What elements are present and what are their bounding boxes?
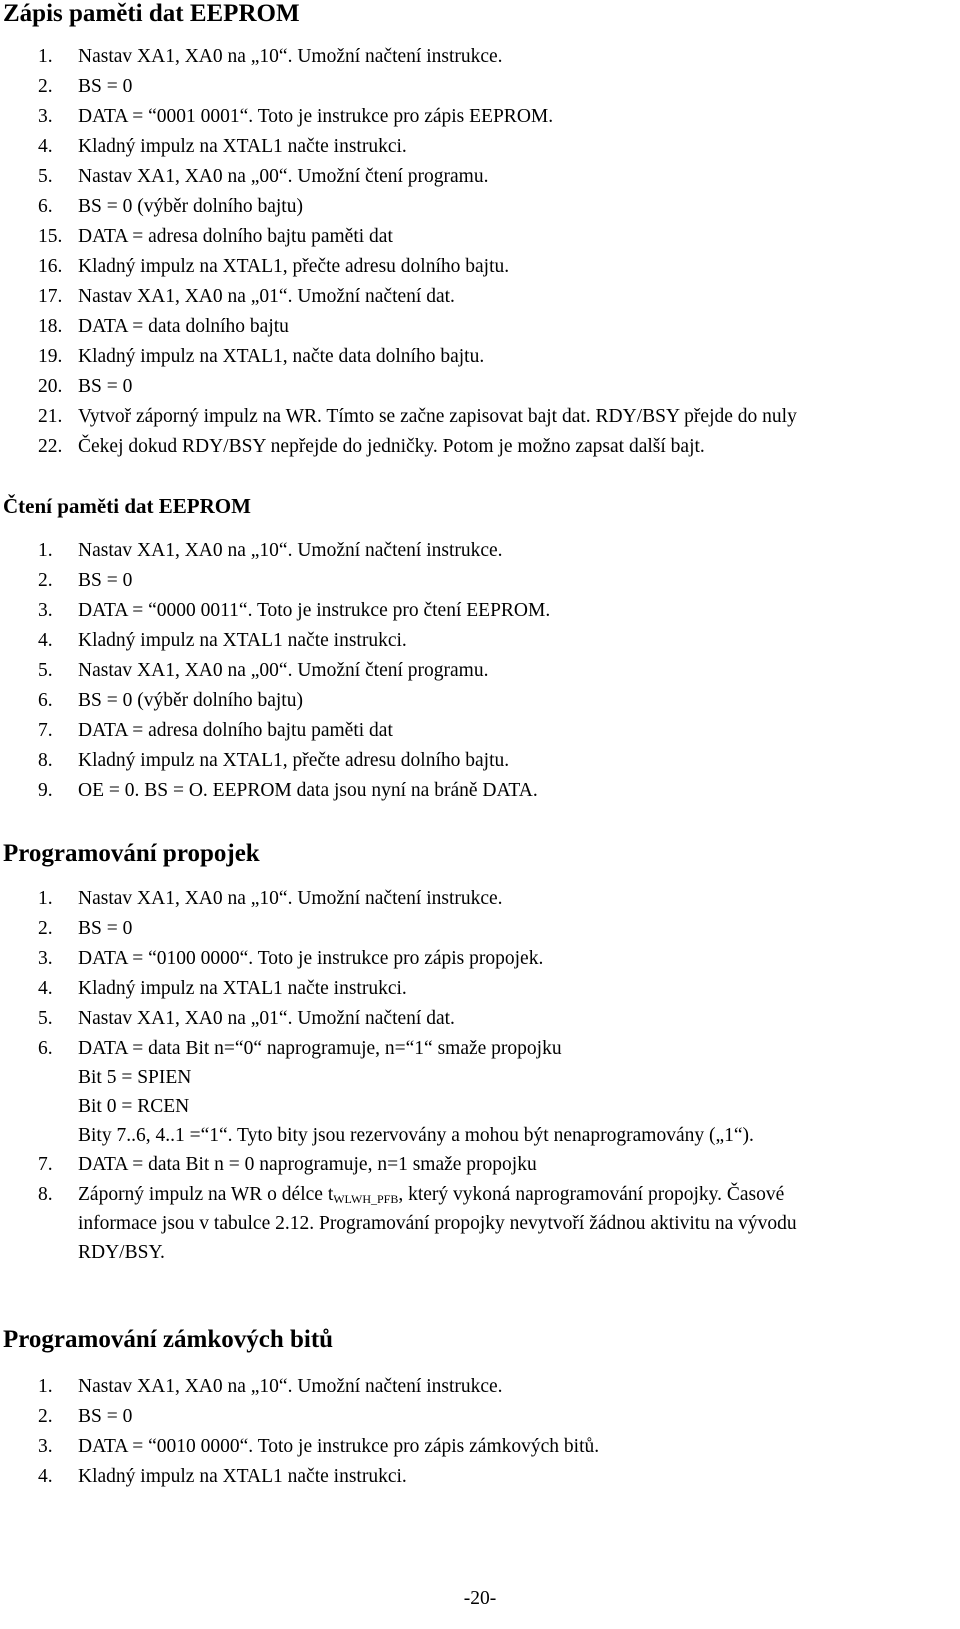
list-item bbox=[38, 1035, 562, 1063]
item-text: Nastav XA1, XA0 na „10“. Umožní načtení instrukce. bbox=[78, 540, 503, 561]
item-text: Vytvoř záporný impulz na WR. Tímto se začne zapisovat bajt dat. RDY/BSY přejde do nuly bbox=[78, 406, 797, 427]
item-text: Nastav XA1, XA0 na „10“. Umožní načtení instrukce. bbox=[78, 46, 503, 67]
item-number: 4. bbox=[38, 1466, 53, 1487]
item-text: DATA = “0100 0000“. Toto je instrukce pro zápis propojek. bbox=[78, 948, 544, 969]
list-item bbox=[38, 915, 132, 943]
item-text: Kladný impulz na XTAL1 načte instrukci. bbox=[78, 978, 407, 999]
item-text: Kladný impulz na XTAL1, přečte adresu dolního bajtu. bbox=[78, 256, 510, 277]
item-text: BS = 0 (výběr dolního bajtu) bbox=[78, 196, 303, 217]
list-item bbox=[38, 373, 132, 401]
item-text-post: , který vykoná naprogramování propojky. Časové bbox=[398, 1184, 785, 1205]
list-item bbox=[38, 133, 407, 161]
subscript: WLWH_PFB bbox=[333, 1192, 399, 1206]
list-item-continuation: Bit 0 = RCEN bbox=[78, 1096, 190, 1117]
section-title: Programování zámkových bitů bbox=[3, 1326, 334, 1353]
item-text: BS = 0 bbox=[78, 76, 133, 97]
list-item bbox=[38, 1181, 784, 1213]
item-text: Nastav XA1, XA0 na „00“. Umožní čtení programu. bbox=[78, 660, 489, 681]
item-text: Kladný impulz na XTAL1 načte instrukci. bbox=[78, 136, 407, 157]
item-text: DATA = adresa dolního bajtu paměti dat bbox=[78, 226, 393, 247]
page-number: -20- bbox=[463, 1588, 497, 1609]
item-number: 6. bbox=[38, 1038, 53, 1059]
list-item bbox=[38, 747, 509, 775]
item-number: 3. bbox=[38, 600, 53, 621]
list-item bbox=[38, 403, 797, 431]
list-item bbox=[38, 313, 289, 341]
item-number: 17. bbox=[38, 286, 63, 307]
list-item bbox=[38, 1433, 599, 1461]
item-text: Kladný impulz na XTAL1 načte instrukci. bbox=[78, 630, 407, 651]
item-number: 3. bbox=[38, 1436, 53, 1457]
item-number: 6. bbox=[38, 196, 53, 217]
item-text: DATA = “0010 0000“. Toto je instrukce pro zápis zámkových bitů. bbox=[78, 1436, 600, 1457]
list-item bbox=[38, 627, 407, 655]
item-number: 9. bbox=[38, 780, 53, 801]
list-item bbox=[38, 567, 132, 595]
section-title: Programování propojek bbox=[3, 840, 260, 867]
section-title: Čtení paměti dat EEPROM bbox=[3, 494, 251, 518]
item-number: 8. bbox=[38, 750, 53, 771]
item-text: Nastav XA1, XA0 na „00“. Umožní čtení programu. bbox=[78, 166, 489, 187]
list-item bbox=[38, 73, 132, 101]
item-number: 22. bbox=[38, 436, 63, 457]
item-number: 18. bbox=[38, 316, 63, 337]
item-text: DATA = data Bit n = 0 naprogramuje, n=1 smaže propojku bbox=[78, 1154, 537, 1175]
item-number: 2. bbox=[38, 918, 53, 939]
item-number: 1. bbox=[38, 540, 53, 561]
item-number: 2. bbox=[38, 76, 53, 97]
list-item bbox=[38, 163, 488, 191]
list-item bbox=[38, 223, 393, 251]
item-number: 7. bbox=[38, 720, 53, 741]
list-item bbox=[38, 1005, 455, 1033]
list-item bbox=[38, 537, 503, 565]
item-number: 19. bbox=[38, 346, 63, 367]
item-number: 21. bbox=[38, 406, 63, 427]
list-item bbox=[38, 253, 509, 281]
list-item bbox=[38, 1463, 407, 1491]
item-text: DATA = data Bit n=“0“ naprogramuje, n=“1“ smaže propojku bbox=[78, 1038, 562, 1059]
list-item-continuation: RDY/BSY. bbox=[78, 1242, 165, 1263]
list-item bbox=[38, 885, 503, 913]
item-text: Kladný impulz na XTAL1 načte instrukci. bbox=[78, 1466, 407, 1487]
list-item bbox=[38, 945, 543, 973]
item-text: BS = 0 bbox=[78, 1406, 133, 1427]
item-number: 4. bbox=[38, 136, 53, 157]
list-item bbox=[38, 1373, 503, 1401]
list-item bbox=[38, 343, 484, 371]
item-number: 1. bbox=[38, 888, 53, 909]
list-item-continuation: Bity 7..6, 4..1 =“1“. Tyto bity jsou rezervovány a mohou být nenaprogramovány („1“). bbox=[78, 1125, 754, 1146]
list-item bbox=[38, 687, 303, 715]
item-text: OE = 0. BS = O. EEPROM data jsou nyní na bráně DATA. bbox=[78, 780, 538, 801]
item-text: BS = 0 bbox=[78, 376, 133, 397]
item-text: Čekej dokud RDY/BSY nepřejde do jedničky. Potom je možno zapsat další bajt. bbox=[78, 436, 705, 457]
item-text: DATA = “0001 0001“. Toto je instrukce pro zápis EEPROM. bbox=[78, 106, 554, 127]
item-number: 20. bbox=[38, 376, 63, 397]
item-number: 2. bbox=[38, 1406, 53, 1427]
list-item bbox=[38, 1403, 132, 1431]
list-item bbox=[38, 103, 553, 131]
item-text: DATA = “0000 0011“. Toto je instrukce pro čtení EEPROM. bbox=[78, 600, 551, 621]
list-item bbox=[38, 717, 393, 745]
item-number: 5. bbox=[38, 1008, 53, 1029]
list-item-continuation: informace jsou v tabulce 2.12. Programování propojky nevytvoří žádnou aktivitu na vývodu bbox=[78, 1213, 797, 1234]
section-title: Zápis paměti dat EEPROM bbox=[3, 0, 300, 27]
item-number: 4. bbox=[38, 630, 53, 651]
list-item bbox=[38, 283, 455, 311]
item-number: 7. bbox=[38, 1154, 53, 1175]
item-text: Nastav XA1, XA0 na „10“. Umožní načtení instrukce. bbox=[78, 888, 503, 909]
item-number: 6. bbox=[38, 690, 53, 711]
item-number: 16. bbox=[38, 256, 63, 277]
item-number: 1. bbox=[38, 1376, 53, 1397]
item-text: DATA = data dolního bajtu bbox=[78, 316, 289, 337]
item-number: 2. bbox=[38, 570, 53, 591]
list-item bbox=[38, 433, 705, 461]
list-item bbox=[38, 975, 407, 1003]
list-item bbox=[38, 597, 550, 625]
item-number: 4. bbox=[38, 978, 53, 999]
list-item bbox=[38, 1151, 537, 1179]
item-text-pre: Záporný impulz na WR o délce t bbox=[78, 1184, 334, 1205]
item-number: 3. bbox=[38, 106, 53, 127]
item-text: BS = 0 (výběr dolního bajtu) bbox=[78, 690, 303, 711]
item-text: Nastav XA1, XA0 na „01“. Umožní načtení dat. bbox=[78, 1008, 455, 1029]
item-text: DATA = adresa dolního bajtu paměti dat bbox=[78, 720, 393, 741]
item-number: 5. bbox=[38, 166, 53, 187]
list-item bbox=[38, 43, 503, 71]
item-number: 5. bbox=[38, 660, 53, 681]
item-number: 1. bbox=[38, 46, 53, 67]
list-item bbox=[38, 777, 538, 805]
item-text: BS = 0 bbox=[78, 918, 133, 939]
item-text: BS = 0 bbox=[78, 570, 133, 591]
item-text: Kladný impulz na XTAL1, načte data dolního bajtu. bbox=[78, 346, 485, 367]
item-number: 15. bbox=[38, 226, 63, 247]
item-number: 8. bbox=[38, 1184, 53, 1205]
list-item bbox=[38, 193, 303, 221]
item-text: Kladný impulz na XTAL1, přečte adresu dolního bajtu. bbox=[78, 750, 510, 771]
item-text: Nastav XA1, XA0 na „10“. Umožní načtení instrukce. bbox=[78, 1376, 503, 1397]
item-text bbox=[78, 1181, 784, 1213]
list-item-continuation: Bit 5 = SPIEN bbox=[78, 1067, 192, 1088]
item-text: Nastav XA1, XA0 na „01“. Umožní načtení dat. bbox=[78, 286, 455, 307]
list-item bbox=[38, 657, 488, 685]
item-number: 3. bbox=[38, 948, 53, 969]
